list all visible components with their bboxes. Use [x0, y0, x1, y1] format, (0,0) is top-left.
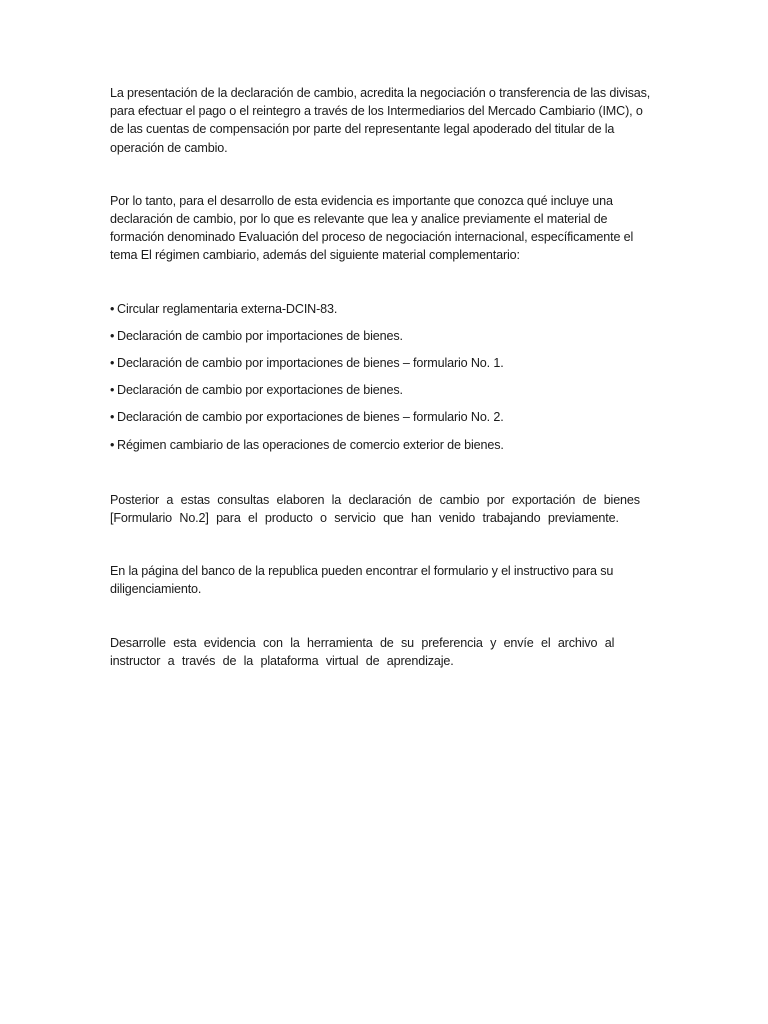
list-item-text: Circular reglamentaria externa-DCIN-83. — [117, 301, 338, 316]
bullet-icon: • — [110, 301, 115, 316]
list-item — [110, 436, 655, 454]
bullet-icon: • — [110, 383, 115, 398]
list-item-text: Declaración de cambio por exportaciones de bienes. — [117, 383, 403, 398]
list-item-text: Declaración de cambio por importaciones de bienes – formulario No. 1. — [117, 356, 504, 371]
document-body — [110, 84, 655, 670]
list-item — [110, 354, 655, 372]
spacer — [110, 265, 655, 300]
spacer — [110, 463, 655, 491]
paragraph-presentacion: La presentación de la declaración de cambio, acredita la negociación o transferencia de las divisas, para efectuar el pago o el reintegro a través de los Intermediarios del Mercado Cambiario (IMC), o de las cuentas de compensación por parte del representante legal apoderado del titular de la operación de cambio. — [110, 86, 651, 155]
list-item-text: Régimen cambiario de las operaciones de comercio exterior de bienes. — [117, 437, 504, 452]
bullet-icon: • — [110, 356, 115, 371]
bullet-icon: • — [110, 437, 115, 452]
spacer — [110, 527, 655, 562]
spacer — [110, 599, 655, 634]
paragraph-por-lo-tanto: Por lo tanto, para el desarrollo de esta evidencia es importante que conozca qué incluye una declaración de cambio, por lo que es relevante que lea y analice previamente el material de formación denominado Evaluación del proceso de negociación internacional, específicamente el tema El régimen cambiario, además del siguiente material complementario: — [110, 193, 634, 263]
list-item — [110, 300, 655, 318]
list-item-text: Declaración de cambio por exportaciones de bienes – formulario No. 2. — [117, 410, 504, 425]
list-item — [110, 327, 655, 345]
paragraph-pagina-banco: En la página del banco de la republica pueden encontrar el formulario y el instructivo para su diligenciamiento. — [110, 564, 614, 597]
list-item — [110, 408, 655, 426]
list-item — [110, 381, 655, 399]
paragraph-posterior: Posterior a estas consultas elaboren la declaración de cambio por exportación de bienes [Formulario No.2] para el producto o servicio que han venido trabajando previamente. — [110, 492, 640, 526]
spacer — [110, 157, 655, 192]
paragraph-desarrolle: Desarrolle esta evidencia con la herramienta de su preferencia y envíe el archivo al instructor a través de la plataforma virtual de aprendizaje. — [110, 635, 615, 668]
bullet-icon: • — [110, 410, 115, 425]
bullet-icon: • — [110, 328, 115, 343]
list-item-text: Declaración de cambio por importaciones de bienes. — [117, 328, 403, 343]
material-list — [110, 300, 655, 454]
